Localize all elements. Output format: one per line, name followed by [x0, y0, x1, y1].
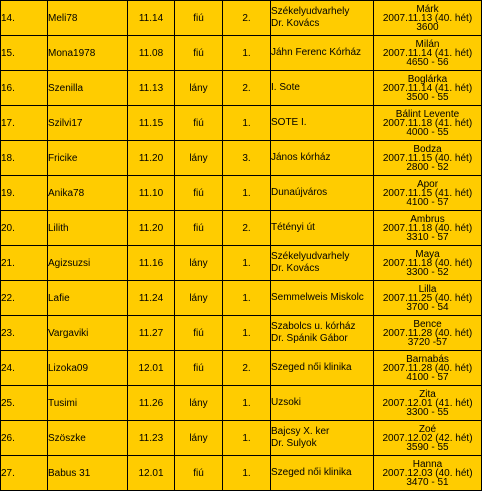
table-body: [1, 1, 482, 491]
table-row: [1, 316, 482, 351]
table-row: [1, 351, 482, 386]
due-date: 11.26: [128, 386, 175, 421]
baby-name: Zoé: [418, 423, 437, 435]
birth-info: [374, 1, 482, 36]
baby-name: Bálint Levente: [395, 108, 460, 120]
child-order: 2.: [223, 1, 271, 36]
table-row: [1, 421, 482, 456]
baby-name: Bence: [413, 318, 442, 330]
table-row: [1, 211, 482, 246]
hospital: [271, 351, 374, 386]
baby-sex: fiú: [175, 106, 223, 141]
birth-stats: 3590 - 55: [406, 441, 449, 453]
table-row: [1, 36, 482, 71]
baby-sex: fiú: [175, 316, 223, 351]
baby-name: Ambrus: [410, 213, 445, 225]
row-number: 24.: [1, 351, 48, 386]
row-number: 18.: [1, 141, 48, 176]
hospital: [271, 36, 374, 71]
user-name: Szenilla: [48, 71, 128, 106]
birth-date: 2007.12.01 (41. hét): [382, 397, 473, 409]
birth-date: 2007.11.18 (41. hét): [382, 117, 473, 129]
baby-name: Apor: [416, 178, 439, 190]
hospital-line: Szabolcs u. kórház: [271, 321, 356, 332]
hospital-line: Székelyudvarhely: [271, 6, 350, 17]
hospital: [271, 386, 374, 421]
birth-stats: 3470 - 51: [406, 476, 449, 488]
due-date: 11.14: [128, 1, 175, 36]
birth-stats: 4100 - 57: [406, 196, 449, 208]
birth-date: 2007.11.18 (40. hét): [382, 222, 473, 234]
birth-date: 2007.12.02 (42. hét): [382, 432, 473, 444]
due-date: 11.08: [128, 36, 175, 71]
child-order: 1.: [223, 456, 271, 491]
birth-info: [374, 421, 482, 456]
hospital: [271, 141, 374, 176]
birth-stats: 3300 - 55: [406, 406, 449, 418]
birth-info: [374, 211, 482, 246]
child-order: 1.: [223, 281, 271, 316]
user-name: Lizoka09: [48, 351, 128, 386]
birth-date: 2007.11.15 (40. hét): [382, 152, 473, 164]
birth-info: [374, 246, 482, 281]
hospital: [271, 1, 374, 36]
birth-date: 2007.11.25 (40. hét): [382, 292, 473, 304]
hospital-line: Bajcsy X. ker: [271, 426, 330, 437]
row-number: 27.: [1, 456, 48, 491]
due-date: 11.15: [128, 106, 175, 141]
due-date: 11.20: [128, 211, 175, 246]
user-name: Lafie: [48, 281, 128, 316]
hospital: [271, 246, 374, 281]
table-row: [1, 1, 482, 36]
baby-sex: fiú: [175, 36, 223, 71]
due-date: 11.20: [128, 141, 175, 176]
birth-stats: 3600: [416, 21, 439, 33]
row-number: 26.: [1, 421, 48, 456]
birth-stats: 3720 -57: [407, 336, 448, 348]
baby-name: Maya: [415, 248, 440, 260]
birth-info: [374, 351, 482, 386]
due-date: 11.13: [128, 71, 175, 106]
baby-name: Barnabás: [406, 353, 449, 365]
hospital-line: I. Sote: [271, 82, 300, 93]
hospital: [271, 281, 374, 316]
user-name: Szöszke: [48, 421, 128, 456]
row-number: 22.: [1, 281, 48, 316]
due-date: 11.16: [128, 246, 175, 281]
child-order: 1.: [223, 386, 271, 421]
due-date: 11.27: [128, 316, 175, 351]
hospital: [271, 456, 374, 491]
baby-name: Boglárka: [407, 73, 448, 85]
birth-date: 2007.11.14 (41. hét): [382, 47, 473, 59]
row-number: 19.: [1, 176, 48, 211]
birth-date: 2007.11.13 (40. hét): [382, 12, 473, 24]
birth-info: [374, 36, 482, 71]
birth-date: 2007.11.18 (40. hét): [382, 257, 473, 269]
table-row: [1, 106, 482, 141]
user-name: Fricike: [48, 141, 128, 176]
child-order: 3.: [223, 141, 271, 176]
due-date: 12.01: [128, 351, 175, 386]
row-number: 16.: [1, 71, 48, 106]
hospital-line: Dr. Spánik Gábor: [271, 333, 348, 344]
baby-name: Hanna: [412, 458, 443, 470]
birth-stats: 4000 - 55: [406, 126, 449, 138]
table-row: [1, 71, 482, 106]
hospital-line: Dr. Kovács: [271, 18, 320, 29]
birth-info: [374, 456, 482, 491]
child-order: 1.: [223, 106, 271, 141]
hospital-line: Semmelweis Miskolc: [271, 292, 364, 303]
child-order: 1.: [223, 246, 271, 281]
birth-date: 2007.11.28 (40. hét): [382, 327, 473, 339]
user-name: Lilith: [48, 211, 128, 246]
birth-info: [374, 386, 482, 421]
birth-stats: 4650 - 56: [406, 56, 449, 68]
birth-info: [374, 71, 482, 106]
baby-name: Bodza: [413, 143, 442, 155]
row-number: 25.: [1, 386, 48, 421]
due-date: 11.23: [128, 421, 175, 456]
user-name: Tusimi: [48, 386, 128, 421]
baby-sex: lány: [175, 246, 223, 281]
birth-stats: 3700 - 54: [406, 301, 449, 313]
child-order: 2.: [223, 211, 271, 246]
user-name: Mona1978: [48, 36, 128, 71]
hospital-line: Dunaújváros: [271, 187, 328, 198]
row-number: 23.: [1, 316, 48, 351]
hospital-line: Szeged női klinika: [271, 467, 352, 478]
row-number: 15.: [1, 36, 48, 71]
baby-sex: fiú: [175, 176, 223, 211]
hospital: [271, 421, 374, 456]
hospital-line: Jáhn Ferenc Kórház: [271, 47, 362, 58]
child-order: 2.: [223, 71, 271, 106]
row-number: 20.: [1, 211, 48, 246]
baby-name: Zita: [419, 388, 436, 400]
birth-date: 2007.11.14 (41. hét): [382, 82, 473, 94]
birth-stats: 3500 - 55: [406, 91, 449, 103]
table-row: [1, 281, 482, 316]
birth-info: [374, 281, 482, 316]
hospital-line: Dr. Kovács: [271, 263, 320, 274]
baby-name: Márk: [416, 3, 439, 15]
baby-name: Lilla: [418, 283, 437, 295]
table-row: [1, 246, 482, 281]
birth-info: [374, 176, 482, 211]
birth-info: [374, 106, 482, 141]
table-row: [1, 176, 482, 211]
user-name: Szilvi17: [48, 106, 128, 141]
due-date: 11.10: [128, 176, 175, 211]
baby-sex: fiú: [175, 351, 223, 386]
table-row: [1, 456, 482, 491]
baby-name: Milán: [415, 38, 440, 50]
hospital: [271, 316, 374, 351]
hospital-line: Uzsoki: [271, 397, 302, 408]
baby-sex: lány: [175, 386, 223, 421]
hospital-line: Székelyudvarhely: [271, 251, 350, 262]
birth-info: [374, 141, 482, 176]
user-name: Agizsuzsi: [48, 246, 128, 281]
child-order: 1.: [223, 176, 271, 211]
user-name: Vargaviki: [48, 316, 128, 351]
row-number: 17.: [1, 106, 48, 141]
birth-date: 2007.11.28 (40. hét): [382, 362, 473, 374]
child-order: 1.: [223, 421, 271, 456]
baby-sex: lány: [175, 281, 223, 316]
birth-date: 2007.11.15 (41. hét): [382, 187, 473, 199]
hospital: [271, 176, 374, 211]
due-date: 12.01: [128, 456, 175, 491]
birth-stats: 4100 - 57: [406, 371, 449, 383]
hospital-line: Tétényi út: [271, 222, 315, 233]
birth-stats: 2800 - 52: [406, 161, 449, 173]
baby-sex: lány: [175, 421, 223, 456]
child-order: 2.: [223, 351, 271, 386]
baby-sex: lány: [175, 71, 223, 106]
hospital-line: Szeged női klinika: [271, 362, 352, 373]
birth-stats: 3310 - 57: [406, 231, 449, 243]
hospital-line: János kórház: [271, 152, 331, 163]
hospital-line: Dr. Sulyok: [271, 438, 317, 449]
baby-sex: fiú: [175, 1, 223, 36]
birth-date: 2007.12.03 (40. hét): [382, 467, 473, 479]
hospital: [271, 211, 374, 246]
hospital: [271, 106, 374, 141]
baby-sex: fiú: [175, 211, 223, 246]
table-row: [1, 141, 482, 176]
child-order: 1.: [223, 316, 271, 351]
row-number: 14.: [1, 1, 48, 36]
row-number: 21.: [1, 246, 48, 281]
table-row: [1, 386, 482, 421]
user-name: Babus 31: [48, 456, 128, 491]
user-name: Meli78: [48, 1, 128, 36]
user-name: Anika78: [48, 176, 128, 211]
child-order: 1.: [223, 36, 271, 71]
hospital-line: SOTE I.: [271, 117, 307, 128]
baby-sex: lány: [175, 141, 223, 176]
birth-stats: 3300 - 52: [406, 266, 449, 278]
birth-info: [374, 316, 482, 351]
due-date: 11.24: [128, 281, 175, 316]
baby-sex: fiú: [175, 456, 223, 491]
hospital: [271, 71, 374, 106]
